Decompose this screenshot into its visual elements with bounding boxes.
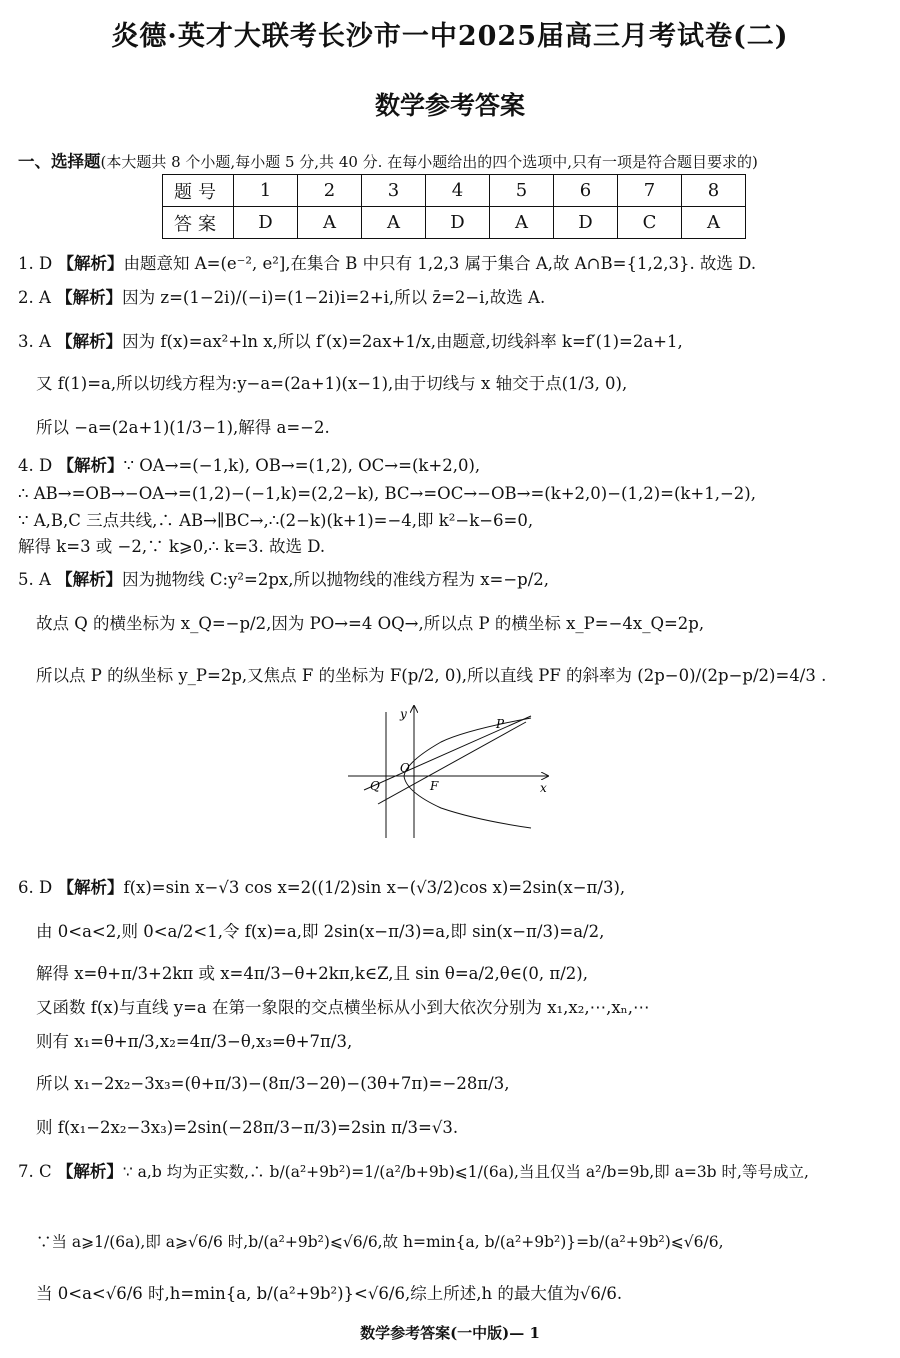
table-cell: A [682, 207, 746, 239]
graph-label-x: x [540, 781, 547, 795]
solution-tag: 【解析】 [57, 254, 124, 273]
solution-tag: 【解析】 [57, 456, 124, 475]
solution-tag: 【解析】 [56, 332, 123, 351]
question-number: 5. A [18, 570, 51, 589]
solution-text: 因为 z=(1−2i)/(−i)=(1−2i)i=2+i,所以 z̄=2−i,故选 A. [122, 288, 546, 307]
table-cell: D [554, 207, 618, 239]
question-number: 3. A [18, 332, 51, 351]
question-number: 4. D [18, 456, 53, 475]
solution-text: ∵ a,b 均为正实数,∴ b/(a²+9b²)=1/(a²/b+9b)⩽1/(6a),当且仅当 a²/b=9b,即 a=3b 时,等号成立, [122, 1163, 809, 1181]
solution-line [18, 568, 888, 592]
section-note: (本大题共 8 个小题,每小题 5 分,共 40 分. 在每小题给出的四个选项中,只有一项是符合题目要求的) [100, 153, 758, 171]
solution-line [18, 1160, 888, 1184]
parabola-graph [346, 700, 556, 840]
solution-line [18, 252, 888, 276]
solution-line: 当 0<a<√6/6 时,h=min{a, b/(a²+9b²)}<√6/6,综上所述,h 的最大值为√6/6. [36, 1284, 623, 1303]
solution-tag: 【解析】 [57, 878, 124, 897]
solution-line [18, 330, 888, 354]
table-cell: 2 [298, 175, 362, 207]
graph-label-f: F [430, 779, 439, 793]
solution-line: 由 0<a<2,则 0<a/2<1,令 f(x)=a,即 2sin(x−π/3)=a,即 sin(x−π/3)=a/2, [36, 922, 605, 941]
solution-text: f(x)=sin x−√3 cos x=2((1/2)sin x−(√3/2)cos x)=2sin(x−π/3), [123, 878, 626, 897]
graph-label-y: y [400, 707, 407, 721]
table-cell: D [234, 207, 298, 239]
table-cell: 7 [618, 175, 682, 207]
table-cell: D [426, 207, 490, 239]
table-cell: 3 [362, 175, 426, 207]
solution-line: 所以点 P 的纵坐标 y_P=2p,又焦点 F 的坐标为 F(p/2, 0),所以直线 PF 的斜率为 (2p−0)/(2p−p/2)=4/3 . [36, 666, 827, 685]
solution-line [18, 454, 888, 478]
solution-line: 所以 x₁−2x₂−3x₃=(θ+π/3)−(8π/3−2θ)−(3θ+7π)=−28π/3, [36, 1074, 510, 1093]
parabola-curve [404, 718, 531, 828]
solution-line: 解得 x=θ+π/3+2kπ 或 x=4π/3−θ+2kπ,k∈Z,且 sin θ=a/2,θ∈(0, π/2), [36, 964, 588, 983]
page-subtitle: 数学参考答案 [374, 91, 525, 120]
table-cell: C [618, 207, 682, 239]
solution-line: ∵当 a⩾1/(6a),即 a⩾√6/6 时,b/(a²+9b²)⩽√6/6,故 h=min{a, b/(a²+9b²)}=b/(a²+9b²)⩽√6/6, [36, 1233, 724, 1251]
solution-line: 则 f(x₁−2x₂−3x₃)=2sin(−28π/3−π/3)=2sin π/3=√3. [36, 1118, 459, 1137]
solution-line: ∵ A,B,C 三点共线,∴ AB→∥BC→,∴(2−k)(k+1)=−4,即 k²−k−6=0, [18, 511, 534, 530]
table-cell: A [298, 207, 362, 239]
table-cell: 4 [426, 175, 490, 207]
table-header-cell: 题号 [163, 175, 234, 207]
solution-line: 解得 k=3 或 −2,∵ k⩾0,∴ k=3. 故选 D. [18, 537, 326, 556]
question-number: 2. A [18, 288, 51, 307]
page-footer: 数学参考答案(一中版)— 1 [360, 1324, 540, 1342]
page-title: 炎德·英才大联考长沙市一中2025届高三月考试卷(二) [111, 21, 789, 52]
question-number: 7. C [18, 1162, 52, 1181]
table-header-cell: 答案 [163, 207, 234, 239]
table-row [163, 207, 746, 239]
solution-line: 则有 x₁=θ+π/3,x₂=4π/3−θ,x₃=θ+7π/3, [36, 1032, 353, 1051]
solution-line: 又 f(1)=a,所以切线方程为:y−a=(2a+1)(x−1),由于切线与 x 轴交于点(1/3, 0), [36, 374, 628, 393]
graph-label-p: P [496, 717, 505, 731]
answer-table [162, 174, 746, 239]
solution-line [18, 286, 888, 310]
line-qp [364, 716, 531, 790]
section-heading [18, 150, 888, 174]
solution-tag: 【解析】 [56, 1162, 123, 1181]
section-title: 一、选择题 [18, 152, 101, 171]
solution-line: 故点 Q 的横坐标为 x_Q=−p/2,因为 PO→=4 OQ→,所以点 P 的横坐标 x_P=−4x_Q=2p, [36, 614, 705, 633]
solution-line [18, 876, 888, 900]
solution-text: ∵ OA→=(−1,k), OB→=(1,2), OC→=(k+2,0), [123, 456, 481, 475]
table-cell: 5 [490, 175, 554, 207]
solution-line: 所以 −a=(2a+1)(1/3−1),解得 a=−2. [36, 418, 330, 437]
graph-label-q: Q [370, 779, 380, 793]
solution-text: 因为 f(x)=ax²+ln x,所以 f′(x)=2ax+1/x,由题意,切线斜率 k=f′(1)=2a+1, [122, 332, 683, 351]
table-cell: 6 [554, 175, 618, 207]
solution-text: 由题意知 A=(e⁻², e²],在集合 B 中只有 1,2,3 属于集合 A,故 A∩B={1,2,3}. 故选 D. [123, 254, 757, 273]
solution-text: 因为抛物线 C:y²=2px,所以抛物线的准线方程为 x=−p/2, [122, 570, 550, 589]
table-cell: A [362, 207, 426, 239]
solution-tag: 【解析】 [56, 570, 123, 589]
table-cell: 8 [682, 175, 746, 207]
table-cell: 1 [234, 175, 298, 207]
solution-line: 又函数 f(x)与直线 y=a 在第一象限的交点横坐标从小到大依次分别为 x₁,x₂,⋯,xₙ,⋯ [36, 998, 650, 1017]
question-number: 6. D [18, 878, 53, 897]
question-number: 1. D [18, 254, 53, 273]
table-cell: A [490, 207, 554, 239]
solution-tag: 【解析】 [56, 288, 123, 307]
solution-line: ∴ AB→=OB→−OA→=(1,2)−(−1,k)=(2,2−k), BC→=OC→−OB→=(k+2,0)−(1,2)=(k+1,−2), [18, 484, 756, 503]
table-row [163, 175, 746, 207]
graph-label-o: O [400, 761, 410, 775]
